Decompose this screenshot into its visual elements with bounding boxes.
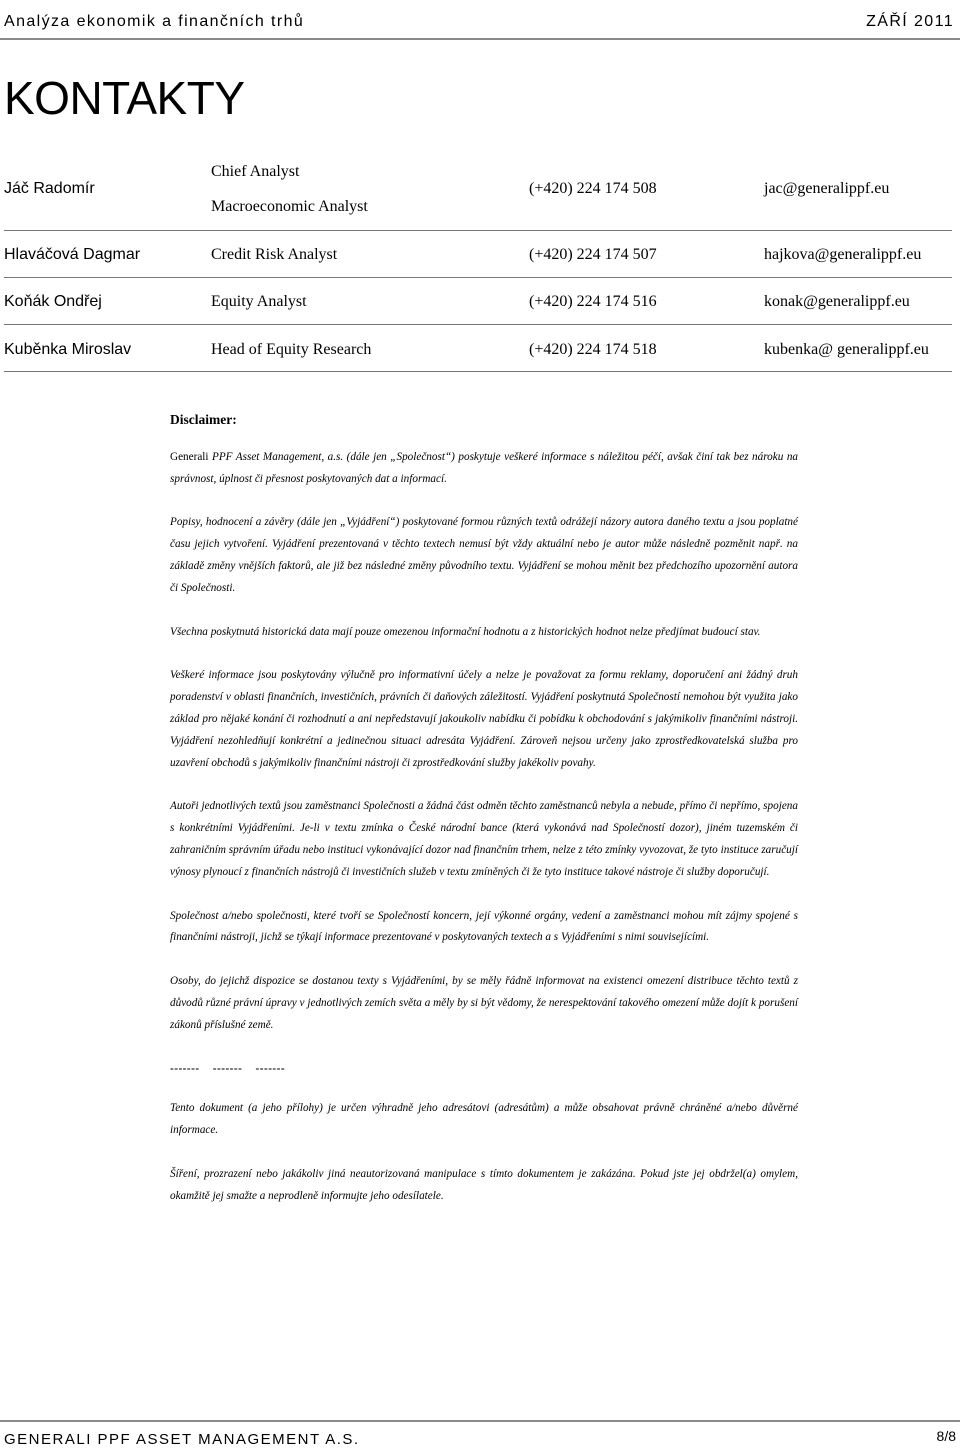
row-divider [4,371,952,372]
disclaimer-paragraph: Společnost a/nebo společnosti, které tvoří se Společností koncern, její výkonné orgány, vedení a zaměstnanci mohou mít zájmy spojené s finančními nástroji, jichž se týkají informace prezentované v poskytovaných textech a s Vyjádřeními s nimi souvisejícími. [170,909,798,944]
company-name: Generali [170,450,209,463]
disclaimer-paragraph: Popisy, hodnocení a závěry (dále jen „Vyjádření“) poskytované formou různých textů odrážejí názory autora daného textu a jsou poplatné času jejich vytvoření. Vyjádření prezentovaná v těchto textech nemusí být vždy aktuální nebo je autor může následně pozměnit např. na základě změny vnějších faktorů, ale již bez následné změny původního textu. Vyjádření se mohou měnit bez předchozího upozornění autora či Společnosti. [170,516,798,594]
report-title: Analýza ekonomik a finančních trhů [4,13,305,30]
footer-divider [0,1420,960,1422]
footer-company: GENERALI PPF ASSET MANAGEMENT A.S. [4,1431,360,1448]
disclaimer-paragraph: Veškeré informace jsou poskytovány výlučně pro informativní účely a nelze je považovat za formu reklamy, doporučení ani žádný druh poradenství v oblasti finančních, investičních, právních či daňových záležitostí. Vyjádření poskytnutá Společností nemohou být využita jako základ pro nějaké konání či rozhodnutí a ani nepředstavují jakoukoliv nabídku či pobídku k obchodování s jakýmikoliv finančními nástroji. Vyjádření nezohledňují konkrétní a jedinečnou situaci adresáta Vyjádření. Zároveň nejsou určeny jako zprostředkovatelská služba pro uzavření obchodů s jakýmikoliv finančními nástroji či zprostředkování služby jakékoliv povahy. [170,669,798,769]
contact-role-secondary: Macroeconomic Analyst [211,198,368,215]
disclaimer-heading: Disclaimer: [170,412,237,427]
separator: ------- ------- ------- [170,1062,286,1075]
disclaimer-paragraph: Osoby, do jejichž dispozice se dostanou texty s Vyjádřeními, by se měly řádně informovat na existenci omezení distribuce těchto textů z důvodů různé právní úpravy v jednotlivých zemích světa a měly by si být vědomy, že nerespektování takového omezení může dojít k porušení zákonů příslušné země. [170,975,798,1031]
disclaimer-paragraph: Šíření, prozrazení nebo jakákoliv jiná neautorizovaná manipulace s tímto dokumentem je zakázána. Pokud jste jej obdržel(a) omylem, okamžitě jej smažte a neprodleně informujte jeho odesílatele. [170,1167,798,1202]
page-number: 8/8 [936,1428,956,1444]
row-divider [4,277,952,278]
contact-name: Koňák Ondřej [4,293,102,310]
contact-name: Hlaváčová Dagmar [4,246,141,263]
contact-role: Head of Equity Research [211,341,372,358]
contact-name: Kuběnka Miroslav [4,341,132,358]
page-title: KONTAKTY [4,72,245,124]
row-divider [4,230,952,231]
contact-phone: (+420) 224 174 516 [529,293,657,310]
disclaimer-paragraph: Autoři jednotlivých textů jsou zaměstnanci Společnosti a žádná část odměn těchto zaměstnanců nebyla a nebude, přímo či nepřímo, spojena s konkrétními Vyjádřeními. Je-li v textu zmínka o České národní bance (která vykonává nad Společností dozor), jiném tuzemském či zahraničním správním úřadu nebo instituci vykonávající dozor nad finančním trhem, nelze z této zmínky vyvozovat, že tyto instituce zaručují výnosy plynoucí z finančních nástrojů či investičních služeb v textu zmíněných či že tyto instituce takové nástroje či služby doporučují. [170,800,798,878]
disclaimer-section [170,409,798,1230]
disclaimer-paragraph [170,447,798,491]
contact-phone: (+420) 224 174 507 [529,246,657,263]
contact-email[interactable]: hajkova@generalippf.eu [764,246,922,263]
report-date: ZÁŘÍ 2011 [866,13,954,30]
contact-name: Jáč Radomír [4,180,95,197]
disclaimer-text: PPF Asset Management, a.s. (dále jen „Společnost“) poskytuje veškeré informace s náležitou péčí, avšak činí tak bez nároku na správnost, úplnost či přesnost poskytovaných dat a informací. [170,450,799,485]
header-divider [0,38,960,40]
contact-phone: (+420) 224 174 508 [529,180,657,197]
contact-phone: (+420) 224 174 518 [529,341,657,358]
contact-email[interactable]: jac@generalippf.eu [764,180,890,197]
disclaimer-paragraph: Všechna poskytnutá historická data mají pouze omezenou informační hodnotu a z historických hodnot nelze předjímat budoucí stav. [170,625,761,638]
contact-email[interactable]: konak@generalippf.eu [764,293,910,310]
contact-role: Chief Analyst [211,163,300,180]
disclaimer-paragraph: Tento dokument (a jeho přílohy) je určen výhradně jeho adresátovi (adresátům) a může obsahovat právně chráněné a/nebo důvěrné informace. [170,1102,798,1137]
contact-role: Credit Risk Analyst [211,246,338,263]
row-divider [4,324,952,325]
contact-role: Equity Analyst [211,293,307,310]
contact-email[interactable]: kubenka@ generalippf.eu [764,341,929,358]
